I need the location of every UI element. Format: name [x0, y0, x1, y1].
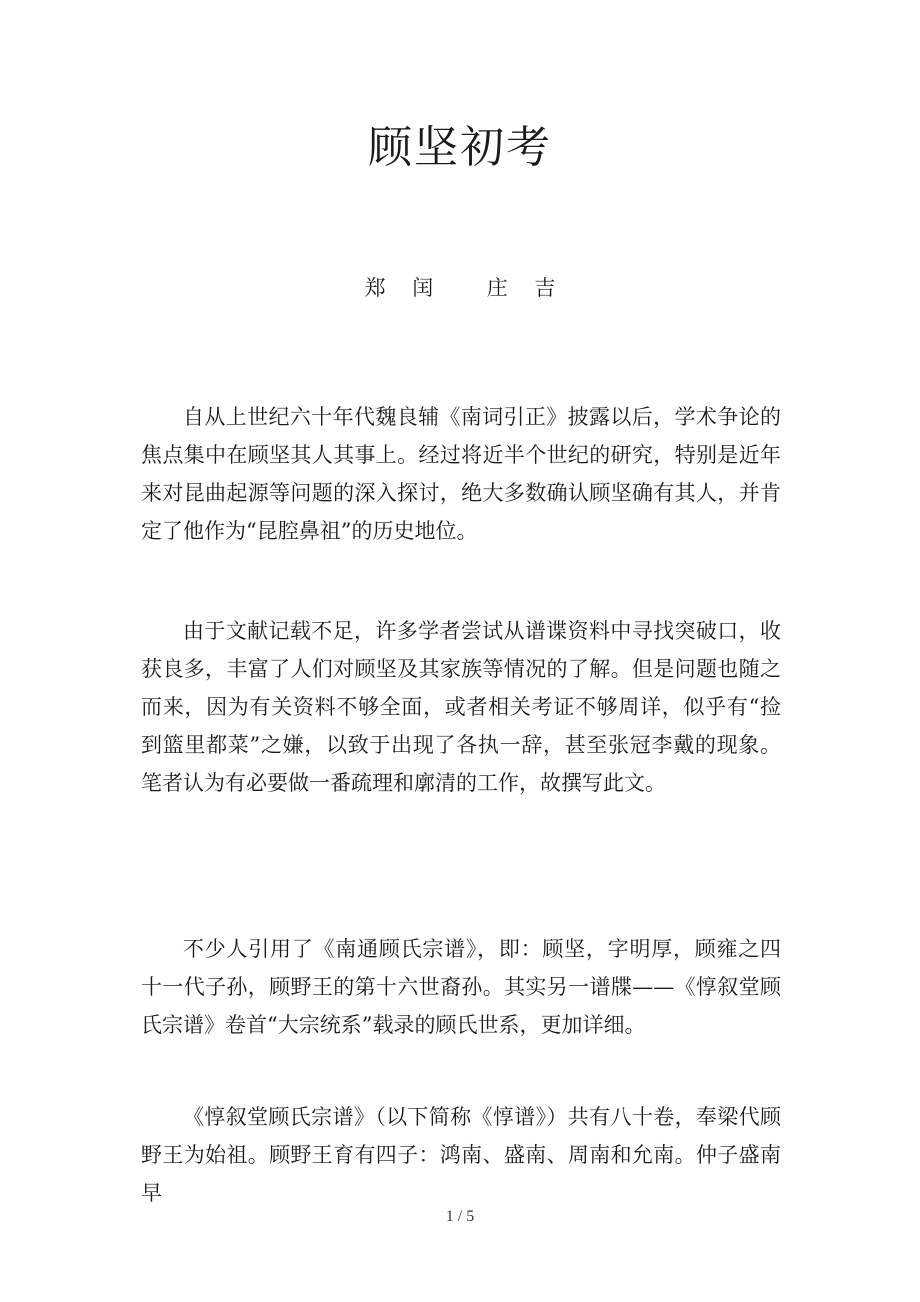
paragraph-3: 不少人引用了《南通顾氏宗谱》，即：顾坚，字明厚，顾雍之四十一代子孙，顾野王的第十六世裔孙。其实另一谱牒——《惇叙堂顾氏宗谱》卷首“大宗统系”载录的顾氏世系，更加详细。 [141, 937, 781, 1037]
paragraph-2: 由于文献记载不足，许多学者尝试从谱谍资料中寻找突破口，收获良多，丰富了人们对顾坚及其家族等情况的了解。但是问题也随之而来，因为有关资料不够全面，或者相关考证不够周详，似乎有“捡到篮里都菜”之嫌，以致于出现了各执一辞，甚至张冠李戴的现象。笔者认为有必要做一番疏理和廓清的工作，故撰写此文。 [141, 619, 781, 795]
document-authors: 郑 闰 庄 吉 [364, 276, 556, 300]
page-number: 1 / 5 [445, 1208, 475, 1225]
document-title: 顾坚初考 [368, 122, 552, 173]
paragraph-1: 自从上世纪六十年代魏良辅《南词引正》披露以后，学术争论的焦点集中在顾坚其人其事上。经过将近半个世纪的研究，特别是近年来对昆曲起源等问题的深入探讨，绝大多数确认顾坚确有其人，并肯定了他作为“昆腔鼻祖”的历史地位。 [141, 405, 781, 543]
paragraph-4: 《惇叙堂顾氏宗谱》（以下简称《惇谱》）共有八十卷，奉梁代顾野王为始祖。顾野王育有四子：鸿南、盛南、周南和允南。仲子盛南早 [141, 1105, 781, 1205]
